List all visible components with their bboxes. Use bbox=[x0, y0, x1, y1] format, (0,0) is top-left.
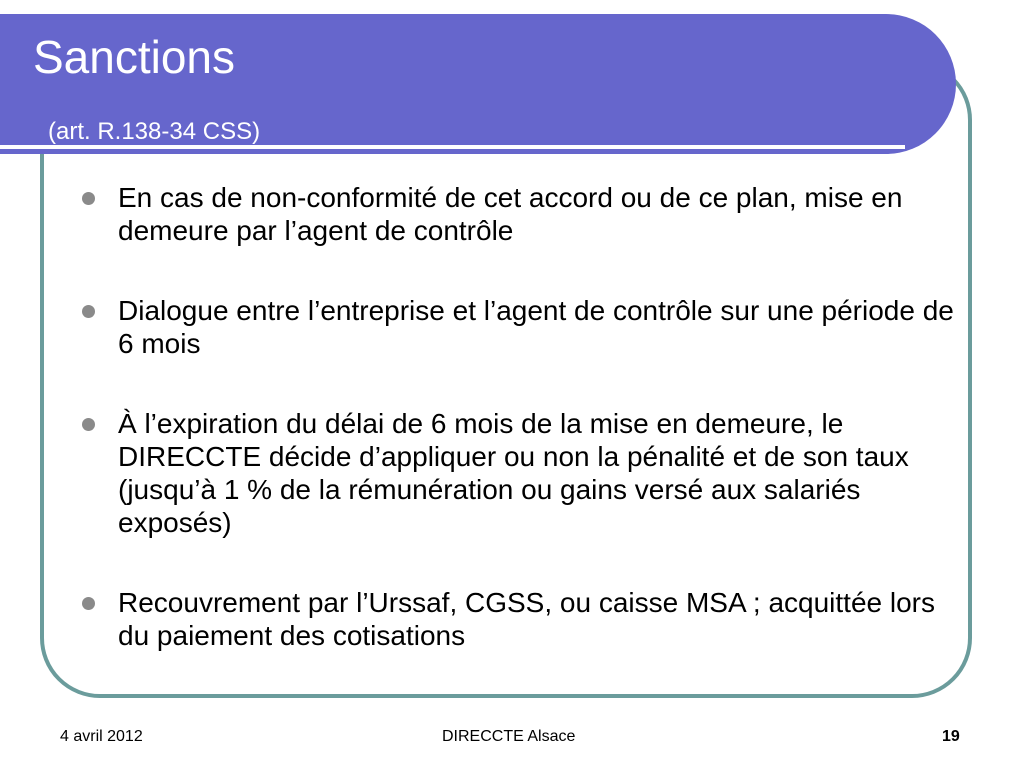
bullet-item bbox=[80, 294, 960, 360]
bullet-dot-icon bbox=[82, 192, 95, 205]
bullet-list bbox=[80, 181, 960, 699]
title-band bbox=[0, 14, 956, 154]
bullet-item bbox=[80, 407, 960, 539]
title-underline bbox=[0, 145, 905, 149]
footer-date: 4 avril 2012 bbox=[60, 728, 143, 745]
bullet-dot-icon bbox=[82, 597, 95, 610]
footer-organization: DIRECCTE Alsace bbox=[442, 728, 576, 745]
bullet-text: À l’expiration du délai de 6 mois de la mise en demeure, le DIRECCTE décide d’appliquer ou non la pénalité et de son taux (jusqu’à 1 % de la rémunération ou gains versé aux salariés exposés) bbox=[118, 408, 909, 538]
page-number: 19 bbox=[942, 728, 960, 745]
bullet-text: Dialogue entre l’entreprise et l’agent de contrôle sur une période de 6 mois bbox=[118, 295, 954, 359]
bullet-item bbox=[80, 181, 960, 247]
slide-subtitle: (art. R.138-34 CSS) bbox=[48, 118, 261, 145]
bullet-item bbox=[80, 586, 960, 652]
slide-title: Sanctions bbox=[33, 31, 236, 83]
bullet-dot-icon bbox=[82, 418, 95, 431]
bullet-text: En cas de non-conformité de cet accord ou de ce plan, mise en demeure par l’agent de contrôle bbox=[118, 182, 903, 246]
bullet-dot-icon bbox=[82, 305, 95, 318]
bullet-text: Recouvrement par l’Urssaf, CGSS, ou caisse MSA ; acquittée lors du paiement des cotisations bbox=[118, 587, 935, 651]
